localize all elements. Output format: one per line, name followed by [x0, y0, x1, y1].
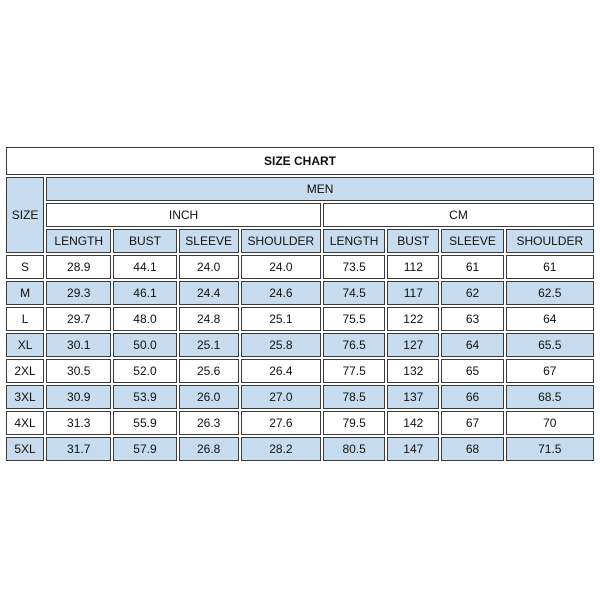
table-row	[6, 359, 594, 383]
value-cell: 65	[441, 359, 503, 383]
value-cell: 24.8	[179, 307, 239, 331]
value-cell: 142	[387, 411, 439, 435]
value-cell: 31.3	[46, 411, 111, 435]
value-cell: 26.8	[179, 437, 239, 461]
value-cell: 68.5	[506, 385, 594, 409]
value-cell: 117	[387, 281, 439, 305]
value-cell: 80.5	[323, 437, 385, 461]
value-cell: 147	[387, 437, 439, 461]
size-cell: 4XL	[6, 411, 44, 435]
table-row	[6, 333, 594, 357]
chart-title: SIZE CHART	[6, 147, 594, 175]
value-cell: 25.1	[241, 307, 321, 331]
column-header-length-inch: LENGTH	[46, 229, 111, 253]
value-cell: 79.5	[323, 411, 385, 435]
value-cell: 68	[441, 437, 503, 461]
size-chart-table	[4, 145, 596, 463]
value-cell: 64	[441, 333, 503, 357]
value-cell: 46.1	[113, 281, 176, 305]
value-cell: 74.5	[323, 281, 385, 305]
column-header-length-cm: LENGTH	[323, 229, 385, 253]
value-cell: 62	[441, 281, 503, 305]
table-row	[6, 307, 594, 331]
value-cell: 44.1	[113, 255, 176, 279]
column-header-bust-inch: BUST	[113, 229, 176, 253]
table-row	[6, 255, 594, 279]
value-cell: 30.9	[46, 385, 111, 409]
value-cell: 26.4	[241, 359, 321, 383]
value-cell: 25.1	[179, 333, 239, 357]
value-cell: 25.8	[241, 333, 321, 357]
value-cell: 24.6	[241, 281, 321, 305]
size-cell: 5XL	[6, 437, 44, 461]
value-cell: 48.0	[113, 307, 176, 331]
table-row	[6, 411, 594, 435]
size-cell: S	[6, 255, 44, 279]
value-cell: 27.0	[241, 385, 321, 409]
value-cell: 127	[387, 333, 439, 357]
value-cell: 71.5	[506, 437, 594, 461]
value-cell: 62.5	[506, 281, 594, 305]
value-cell: 27.6	[241, 411, 321, 435]
value-cell: 67	[506, 359, 594, 383]
value-cell: 28.9	[46, 255, 111, 279]
value-cell: 132	[387, 359, 439, 383]
value-cell: 26.3	[179, 411, 239, 435]
value-cell: 55.9	[113, 411, 176, 435]
size-cell: M	[6, 281, 44, 305]
value-cell: 57.9	[113, 437, 176, 461]
inch-unit-header: INCH	[46, 203, 321, 227]
value-cell: 77.5	[323, 359, 385, 383]
men-group-header: MEN	[46, 177, 594, 201]
value-cell: 31.7	[46, 437, 111, 461]
size-cell: L	[6, 307, 44, 331]
column-header-shoulder-inch: SHOULDER	[241, 229, 321, 253]
value-cell: 75.5	[323, 307, 385, 331]
table-row	[6, 385, 594, 409]
value-cell: 65.5	[506, 333, 594, 357]
value-cell: 29.3	[46, 281, 111, 305]
column-header-bust-cm: BUST	[387, 229, 439, 253]
value-cell: 28.2	[241, 437, 321, 461]
value-cell: 52.0	[113, 359, 176, 383]
cm-unit-header: CM	[323, 203, 594, 227]
value-cell: 50.0	[113, 333, 176, 357]
size-cell: XL	[6, 333, 44, 357]
value-cell: 61	[441, 255, 503, 279]
value-cell: 122	[387, 307, 439, 331]
column-header-sleeve-cm: SLEEVE	[441, 229, 503, 253]
value-cell: 137	[387, 385, 439, 409]
value-cell: 30.1	[46, 333, 111, 357]
value-cell: 73.5	[323, 255, 385, 279]
value-cell: 61	[506, 255, 594, 279]
size-cell: 3XL	[6, 385, 44, 409]
value-cell: 64	[506, 307, 594, 331]
value-cell: 30.5	[46, 359, 111, 383]
table-row	[6, 437, 594, 461]
value-cell: 24.0	[241, 255, 321, 279]
value-cell: 67	[441, 411, 503, 435]
column-header-sleeve-inch: SLEEVE	[179, 229, 239, 253]
value-cell: 70	[506, 411, 594, 435]
size-cell: 2XL	[6, 359, 44, 383]
value-cell: 63	[441, 307, 503, 331]
column-header-shoulder-cm: SHOULDER	[506, 229, 594, 253]
value-cell: 24.4	[179, 281, 239, 305]
table-row	[6, 281, 594, 305]
size-header: SIZE	[6, 177, 44, 253]
value-cell: 76.5	[323, 333, 385, 357]
value-cell: 29.7	[46, 307, 111, 331]
value-cell: 112	[387, 255, 439, 279]
value-cell: 66	[441, 385, 503, 409]
value-cell: 26.0	[179, 385, 239, 409]
value-cell: 53.9	[113, 385, 176, 409]
value-cell: 78.5	[323, 385, 385, 409]
value-cell: 25.6	[179, 359, 239, 383]
value-cell: 24.0	[179, 255, 239, 279]
